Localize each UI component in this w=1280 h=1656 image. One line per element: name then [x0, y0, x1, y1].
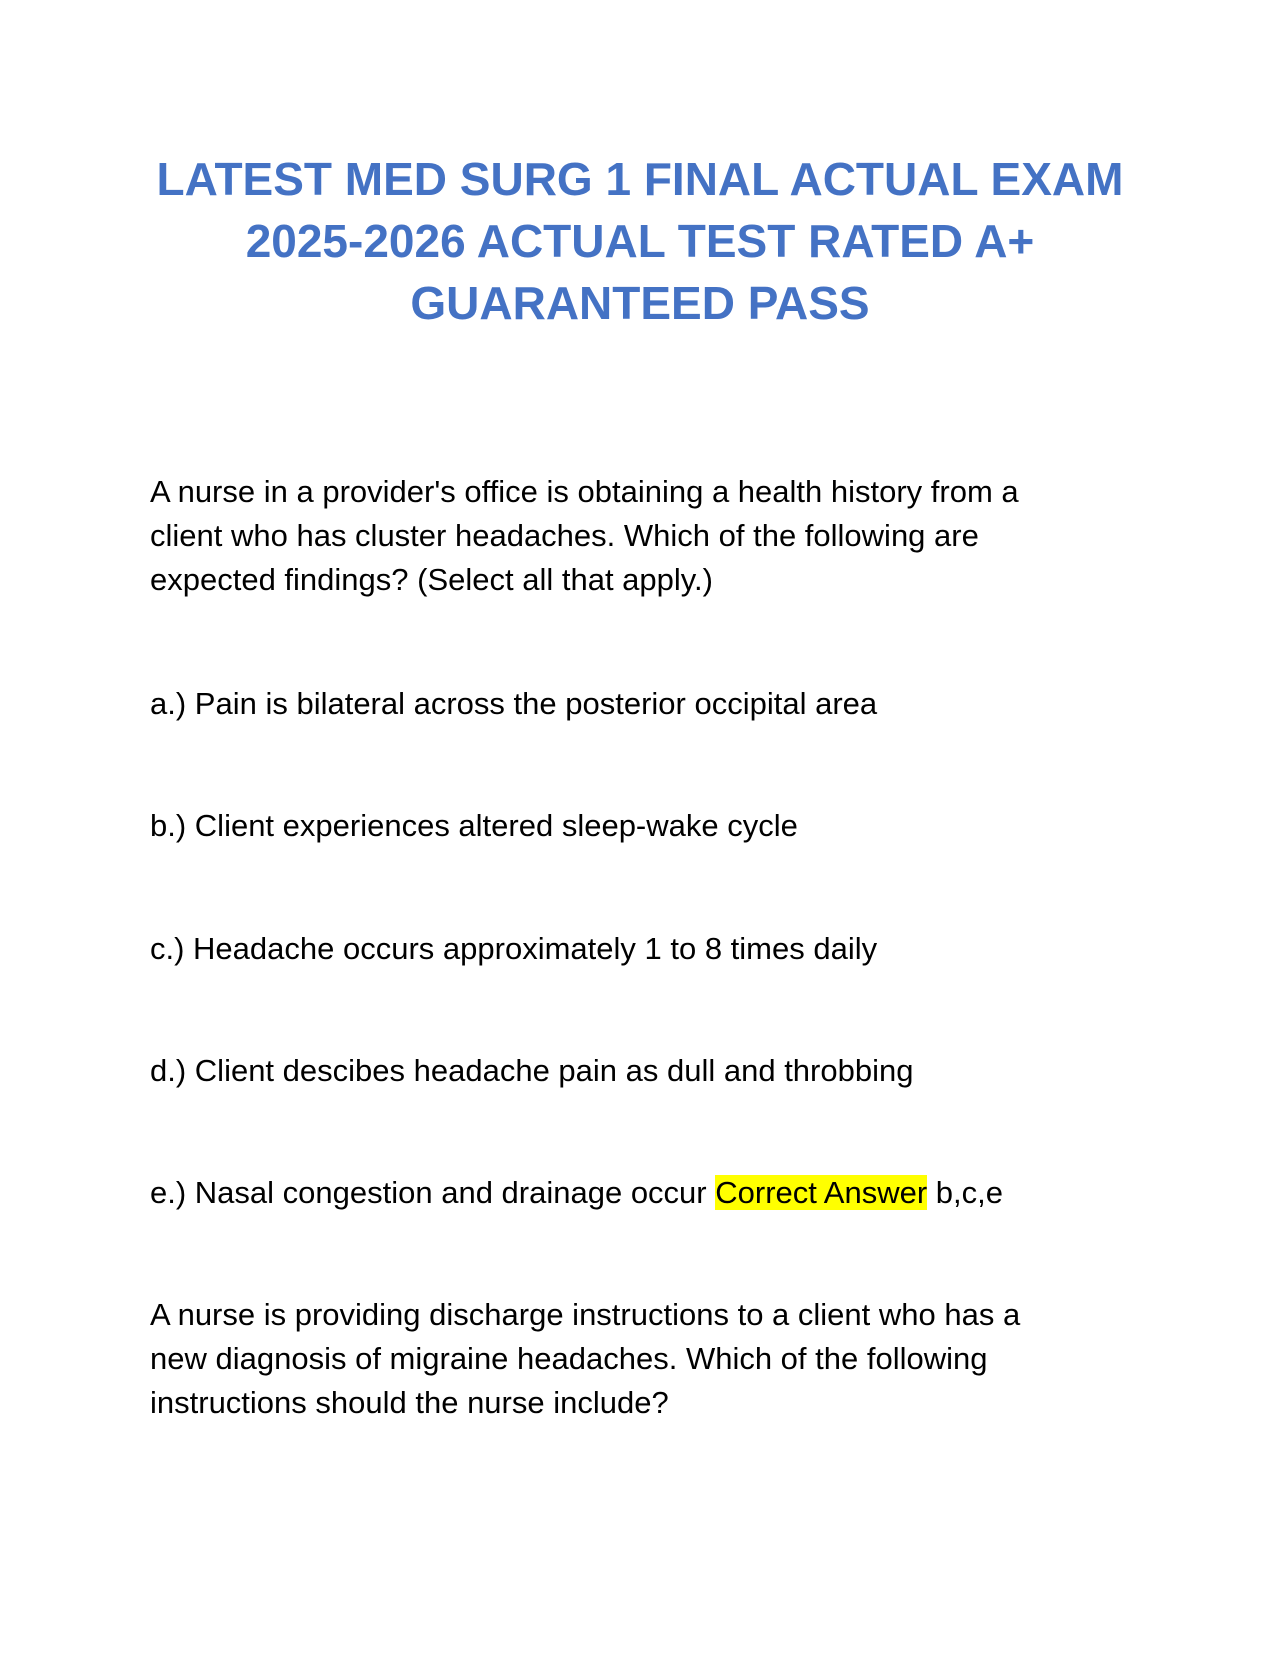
option-e-text: e.) Nasal congestion and drainage occur	[150, 1175, 707, 1210]
question-2-stem-line-1: A nurse is providing discharge instructions to a client who has a	[150, 1297, 1021, 1332]
option-c: c.) Headache occurs approximately 1 to 8 times daily	[150, 931, 878, 966]
option-a: a.) Pain is bilateral across the posterior occipital area	[150, 686, 878, 721]
question-2-stem	[150, 1293, 1150, 1425]
title-line-1: LATEST MED SURG 1 FINAL ACTUAL EXAM	[156, 153, 1124, 205]
question-1-stem-line-3: expected findings? (Select all that apply.)	[150, 562, 713, 597]
correct-answer-label: Correct Answer	[715, 1175, 928, 1210]
title-line-2: 2025-2026 ACTUAL TEST RATED A+	[245, 215, 1035, 267]
title-line-3: GUARANTEED PASS	[410, 277, 870, 329]
option-d: d.) Client descibes headache pain as dull and throbbing	[150, 1053, 914, 1088]
option-e	[150, 1171, 1150, 1215]
document-title	[120, 148, 1160, 334]
correct-answer-value: b,c,e	[935, 1175, 1003, 1210]
question-1-stem-line-1: A nurse in a provider's office is obtaining a health history from a	[150, 474, 1019, 509]
question-1-stem-line-2: client who has cluster headaches. Which of the following are	[150, 518, 979, 553]
question-1-stem	[150, 470, 1150, 602]
question-2-stem-line-3: instructions should the nurse include?	[150, 1385, 669, 1420]
question-2-stem-line-2: new diagnosis of migraine headaches. Which of the following	[150, 1341, 988, 1376]
option-b: b.) Client experiences altered sleep-wake cycle	[150, 808, 798, 843]
